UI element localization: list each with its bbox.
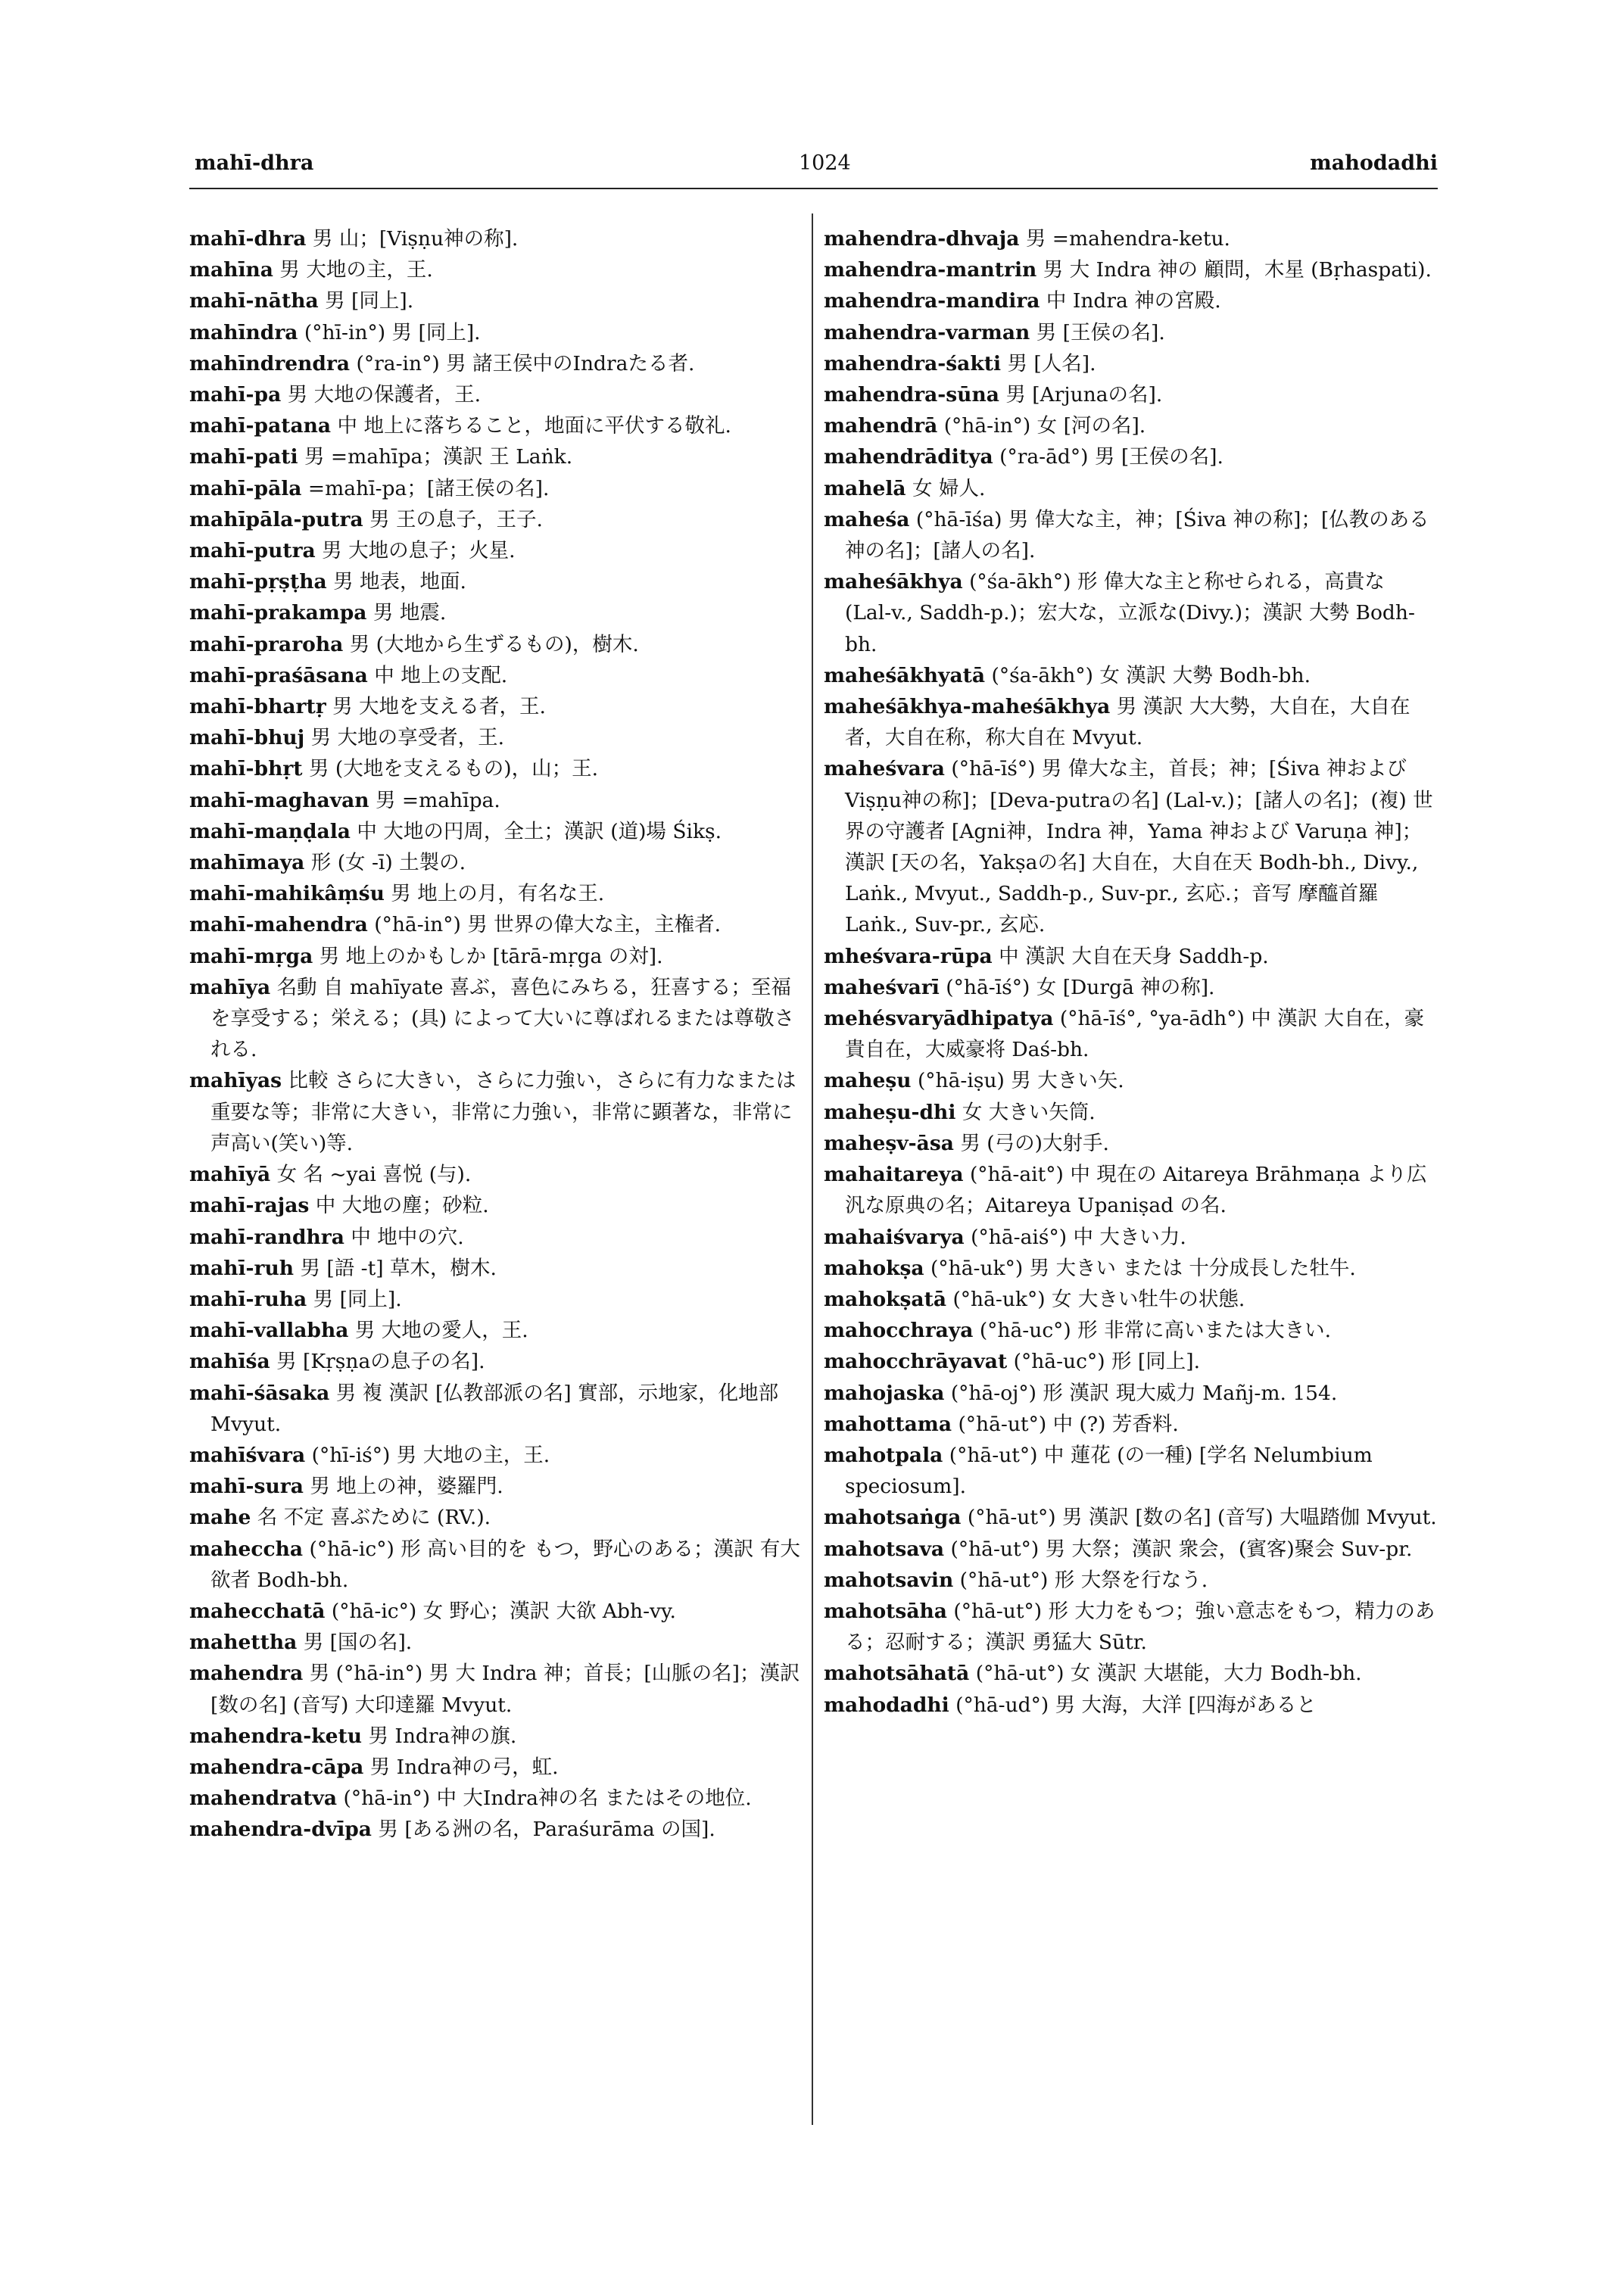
dictionary-entry	[824, 691, 1437, 753]
dictionary-entry	[189, 691, 806, 722]
definition: 男 [Kṛṣṇaの息子の名].	[276, 1350, 485, 1374]
dictionary-entry	[189, 1284, 806, 1315]
header-rule	[189, 188, 1438, 189]
dictionary-entry	[189, 223, 806, 254]
headword: mahocchraya	[824, 1319, 974, 1343]
dictionary-entry	[824, 317, 1437, 348]
headword: mahīndra	[189, 320, 298, 344]
headword: mahotpala	[824, 1443, 943, 1467]
definition: (°hā-īś°) 女 [Durgā 神の称].	[946, 975, 1215, 999]
dictionary-entry	[189, 878, 806, 909]
definition: (°hī-iś°) 男 大地の主，王.	[311, 1443, 550, 1467]
headword: mahī-mṛga	[189, 944, 313, 968]
headword: mahīndrendra	[189, 351, 351, 375]
dictionary-entry	[824, 566, 1437, 660]
definition: (°hā-ut°) 男 大祭；漢訳 衆会，(賓客)聚会 Suv-pr.	[950, 1537, 1413, 1561]
dictionary-entry	[189, 1502, 806, 1533]
dictionary-entry	[824, 1065, 1437, 1096]
definition: 男 (大地から生ずるもの)，樹木.	[349, 632, 639, 656]
definition: 男 [Arjunaの名].	[1005, 383, 1163, 407]
dictionary-entry	[189, 1752, 806, 1783]
dictionary-entry	[824, 1658, 1437, 1689]
dictionary-entry	[824, 379, 1437, 410]
dictionary-entry	[824, 660, 1437, 691]
definition: 男 =mahīpa.	[376, 788, 500, 812]
headword: mahī-pṛṣṭha	[189, 570, 327, 594]
definition: (°hā-īś°, °ya-ādh°) 中 漢訳 大自在，豪貴自在，大威豪将 Daś-bh.	[845, 1007, 1425, 1062]
headword: mahī-sura	[189, 1475, 304, 1499]
dictionary-entry	[189, 1440, 806, 1471]
dictionary-entry	[189, 1596, 806, 1627]
definition: (°hā-oj°) 形 漢訳 現大威力 Mañj-m. 154.	[950, 1381, 1338, 1405]
definition: 男 王の息子，王子.	[369, 507, 543, 531]
headword: mahettha	[189, 1631, 298, 1655]
headword: mahī-ruh	[189, 1256, 295, 1280]
headword: maheśa	[824, 507, 910, 531]
definition: 男 大地の保護者，王.	[287, 383, 482, 407]
headword: mahocchrāyavat	[824, 1350, 1008, 1374]
definition: 男 (弓の)大射手.	[960, 1131, 1109, 1155]
dictionary-entry	[189, 1721, 806, 1752]
headword: mahokṣa	[824, 1256, 924, 1280]
dictionary-entry	[189, 285, 806, 316]
definition: 男 地上のかもしか [tārā-mṛga の対].	[319, 944, 663, 968]
headword: maheccha	[189, 1537, 304, 1561]
definition: 男 Indra神の旗.	[368, 1724, 517, 1748]
definition: 男 地上の神，婆羅門.	[310, 1475, 503, 1499]
dictionary-entry	[824, 1159, 1437, 1221]
dictionary-entry	[189, 348, 806, 379]
dictionary-entry	[189, 941, 806, 972]
dictionary-entry	[189, 441, 806, 472]
definition: (°hā-ait°) 中 現在の Aitareya Brāhmaṇa より広汎な原典の名；Aitareya Upaniṣad の名.	[845, 1163, 1427, 1218]
headword: mahotsava	[824, 1537, 945, 1561]
dictionary-entry	[824, 254, 1437, 285]
definition: (°hā-ut°) 形 大力をもつ；強い意志をもつ，精力のある；忍耐する；漢訳 勇猛大 Sūtr.	[845, 1599, 1435, 1655]
definition: (°hā-ut°) 中 (?) 芳香料.	[958, 1412, 1179, 1436]
definition: 男 大地の享受者，王.	[310, 726, 504, 750]
definition: 比較 さらに大きい，さらに力強い，さらに有力なまたは重要な等；非常に大きい，非常に力強い，非常に顕著な，非常に声高い(笑い)等.	[210, 1069, 796, 1155]
headword: mehésvaryādhipatya	[824, 1007, 1054, 1031]
headword: mahendra-cāpa	[189, 1755, 364, 1779]
dictionary-entry	[189, 753, 806, 784]
definition: 名動 自 mahīyate 喜ぶ，喜色にみちる，狂喜する；至福を享受する；栄える；(具) によって大いに尊ばれるまたは尊敬される.	[210, 975, 795, 1062]
headword: maheṣu-dhi	[824, 1100, 956, 1124]
definition: 男 大地の息子；火星.	[322, 539, 516, 563]
definition: 男 [同上].	[325, 289, 414, 313]
headword: mahī-randhra	[189, 1225, 344, 1249]
definition: 男 Indra神の弓，虹.	[369, 1755, 559, 1779]
headword: mahī-putra	[189, 539, 316, 563]
definition: (°hī-in°) 男 [同上].	[304, 320, 481, 344]
definition: 中 大地の塵；砂粒.	[315, 1194, 489, 1218]
page-number: 1024	[799, 151, 851, 175]
headword: mahīśa	[189, 1350, 270, 1374]
dictionary-entry	[189, 1065, 806, 1159]
headword: mahotsavin	[824, 1568, 954, 1592]
dictionary-entry	[824, 1502, 1437, 1533]
dictionary-entry	[189, 504, 806, 535]
dictionary-entry	[824, 1378, 1437, 1409]
definition: =mahī-pa；[諸王侯の名].	[307, 476, 550, 500]
definition: (°hā-ut°) 男 漢訳 [数の名] (音写) 大嗢踏伽 Mvyut.	[967, 1506, 1437, 1530]
headword: mahendra-dvīpa	[189, 1818, 372, 1842]
dictionary-entry	[189, 909, 806, 940]
headword: mahīmaya	[189, 851, 305, 875]
headword: maheśākhya	[824, 570, 963, 594]
definition: 中 地中の穴.	[351, 1225, 464, 1249]
dictionary-entry	[189, 1315, 806, 1346]
definition: 中 大地の円周，全土；漢訳 (道)場 Śikṣ.	[357, 819, 722, 843]
headword: mahīya	[189, 975, 271, 999]
definition: 男 複 漢訳 [仏教部派の名] 實部，示地家，化地部 Mvyut.	[210, 1381, 779, 1436]
headword: mahī-dhra	[189, 227, 307, 251]
definition: 男 大 Indra 神の 顧問，木星 (Bṛhaspati).	[1043, 258, 1432, 282]
headword: mahī-maṇḍala	[189, 819, 351, 843]
definition: 男 地表，地面.	[333, 570, 466, 594]
definition: (°hā-uk°) 女 大きい牡牛の状態.	[952, 1287, 1245, 1311]
headword: mahottama	[824, 1412, 952, 1436]
definition: 女 婦人.	[912, 476, 986, 500]
headword: mahendra-ketu	[189, 1724, 362, 1748]
definition: 男 [ある洲の名，Paraśurāma の国].	[378, 1818, 715, 1842]
dictionary-entry	[824, 473, 1437, 504]
headword: mahī-pāla	[189, 476, 302, 500]
definition: (°hā-uc°) 形 [同上].	[1013, 1350, 1200, 1374]
dictionary-entry	[189, 847, 806, 878]
headword: mahī-patana	[189, 414, 332, 438]
dictionary-entry	[824, 972, 1437, 1003]
headword: mahendra-dhvaja	[824, 227, 1020, 251]
headword: mahī-mahendra	[189, 913, 368, 937]
headword: mahecchatā	[189, 1599, 326, 1623]
definition: (°hā-aiś°) 中 大きい力.	[971, 1225, 1186, 1249]
dictionary-entry	[189, 597, 806, 628]
definition: (°hā-ic°) 形 高い目的を もつ，野心のある；漢訳 有大欲者 Bodh-bh.	[210, 1537, 800, 1592]
dictionary-entry	[189, 1783, 806, 1814]
definition: (°hā-in°) 男 世界の偉大な主，主権者.	[374, 913, 722, 937]
headword: mahendra	[189, 1662, 304, 1686]
headword: mahendrā	[824, 414, 938, 438]
dictionary-entry	[189, 816, 806, 847]
headword: mahīśvara	[189, 1443, 306, 1467]
dictionary-entry	[189, 1627, 806, 1658]
dictionary-entry	[824, 1003, 1437, 1065]
left-column	[189, 223, 806, 1846]
dictionary-entry	[824, 1315, 1437, 1346]
dictionary-entry	[824, 410, 1437, 441]
dictionary-entry	[824, 441, 1437, 472]
definition: (°hā-ud°) 男 大海，大洋 [四海があると	[955, 1693, 1317, 1717]
dictionary-entry	[189, 535, 806, 566]
dictionary-entry	[189, 1378, 806, 1440]
definition: 男 (°hā-in°) 男 大 Indra 神；首長；[山脈の名]；漢訳 [数の名] (音写) 大印達羅 Mvyut.	[210, 1662, 800, 1717]
dictionary-entry	[824, 1346, 1437, 1377]
dictionary-entry	[824, 348, 1437, 379]
definition: (°śa-ākh°) 女 漢訳 大勢 Bodh-bh.	[991, 663, 1311, 687]
dictionary-entry	[189, 317, 806, 348]
dictionary-entry	[189, 1346, 806, 1377]
headword: mahī-maghavan	[189, 788, 369, 812]
definition: 男 大地の愛人，王.	[354, 1319, 528, 1343]
dictionary-entry	[824, 1565, 1437, 1596]
headword: mahendra-mandira	[824, 289, 1040, 313]
definition: (°hā-ut°) 中 蓮花 (の一種) [学名 Nelumbium speciosum].	[845, 1443, 1373, 1499]
headword: maheśākhyatā	[824, 663, 986, 687]
running-head-left: mahī-dhra	[195, 151, 314, 175]
headword: mahokṣatā	[824, 1287, 947, 1311]
definition: (°hā-in°) 女 [河の名].	[943, 414, 1146, 438]
definition: 男 大地の主，王.	[279, 258, 433, 282]
definition: (°hā-in°) 中 大Indra神の名 またはその地位.	[343, 1787, 752, 1811]
dictionary-entry	[824, 1284, 1437, 1315]
headword: mahī-pa	[189, 383, 282, 407]
headword: mahelā	[824, 476, 906, 500]
definition: (°hā-uc°) 形 非常に高いまたは大きい.	[979, 1319, 1332, 1343]
headword: mahaiśvarya	[824, 1225, 965, 1249]
definition: 中 漢訳 大自在天身 Saddh-p.	[999, 944, 1269, 968]
dictionary-entry	[189, 1658, 806, 1720]
definition: (°hā-uk°) 男 大きい または 十分成長した牡牛.	[930, 1256, 1356, 1280]
dictionary-entry	[189, 722, 806, 753]
definition: (°śa-ākh°) 形 偉大な主と称せられる，高貴な (Lal-v., Saddh-p.)；宏大な，立派な(Divy.)；漢訳 大勢 Bodh-bh.	[845, 570, 1415, 656]
definition: (°hā-īśa) 男 偉大な主，神；[Śiva 神の称]；[仏教のある神の名]；[諸人の名].	[845, 507, 1429, 563]
headword: mahendra-śakti	[824, 351, 1002, 375]
headword: mahīpāla-putra	[189, 507, 363, 531]
definition: (°ra-ād°) 男 [王侯の名].	[999, 445, 1223, 469]
definition: 形 (女 -ī) 土製の.	[310, 851, 466, 875]
dictionary-entry	[189, 1222, 806, 1253]
definition: 男 [同上].	[313, 1287, 402, 1311]
definition: 男 (大地を支えるもの)，山；王.	[308, 757, 599, 781]
headword: mahotsāhatā	[824, 1662, 970, 1686]
column-divider	[812, 213, 813, 2125]
right-column	[824, 223, 1437, 1721]
dictionary-entry	[189, 379, 806, 410]
definition: 男 =mahendra-ketu.	[1025, 227, 1230, 251]
dictionary-entry	[824, 223, 1437, 254]
dictionary-entry	[189, 660, 806, 691]
headword: mahīyas	[189, 1069, 282, 1093]
dictionary-entry	[189, 566, 806, 597]
definition: 男 [王侯の名].	[1036, 320, 1165, 344]
headword: mahendra-mantrin	[824, 258, 1037, 282]
headword: mahī-praśāsana	[189, 663, 368, 687]
headword: mahī-prakampa	[189, 601, 367, 625]
headword: mahī-rajas	[189, 1194, 310, 1218]
definition: 男 [語 -t] 草木，樹木.	[300, 1256, 497, 1280]
definition: 男 [国の名].	[303, 1631, 413, 1655]
headword: mahendratva	[189, 1787, 338, 1811]
definition: 中 Indra 神の宮殿.	[1046, 289, 1221, 313]
headword: mahotsāha	[824, 1599, 947, 1623]
dictionary-entry	[824, 1440, 1437, 1502]
definition: 男 地震.	[372, 601, 447, 625]
headword: mahotsaṅga	[824, 1506, 962, 1530]
dictionary-entry	[189, 473, 806, 504]
definition: 女 名 ~yai 喜悦 (与).	[276, 1163, 472, 1187]
dictionary-entry	[189, 1253, 806, 1284]
headword: mahīyā	[189, 1163, 271, 1187]
definition: 男 山；[Viṣṇu神の称].	[312, 227, 519, 251]
definition: 男 [人名].	[1007, 351, 1096, 375]
headword: mahendra-sūna	[824, 383, 999, 407]
dictionary-entry	[824, 753, 1437, 940]
headword: mahī-vallabha	[189, 1319, 349, 1343]
definition: (°hā-īś°) 男 偉大な主，首長；神；[Śiva 神および Viṣṇu神の称]；[Deva-putraの名] (Lal-v.)；[諸人の名]；(複) 世界の守護者 [Agni神，Indra 神，Yama 神および Varuṇa 神]；漢訳 [天の名，Yakṣaの名] 大自在，大自在天 Bodh-bh., Divy., Laṅk., Mvyut., Saddh-p., Suv-pr., 玄応.；音写 摩醯首羅 Laṅk., Suv-pr., 玄応.	[845, 757, 1433, 937]
definition: 中 地上の支配.	[374, 663, 508, 687]
headword: mahojaska	[824, 1381, 945, 1405]
definition: 男 漢訳 大大勢，大自在，大自在者，大自在称，称大自在 Mvyut.	[845, 695, 1410, 750]
definition: 名 不定 喜ぶために (RV.).	[257, 1506, 491, 1530]
headword: maheṣv-āsa	[824, 1131, 954, 1155]
definition: 女 大きい矢筒.	[962, 1100, 1096, 1124]
definition: (°hā-ut°) 女 漢訳 大堪能，大力 Bodh-bh.	[975, 1662, 1362, 1686]
headword: mahodadhi	[824, 1693, 949, 1717]
dictionary-entry	[824, 1690, 1437, 1721]
dictionary-entry	[189, 254, 806, 285]
dictionary-entry	[824, 285, 1437, 316]
dictionary-entry	[824, 504, 1437, 566]
dictionary-entry	[824, 1534, 1437, 1565]
definition: (°ra-in°) 男 諸王侯中のIndraたる者.	[356, 351, 695, 375]
dictionary-entry	[824, 1097, 1437, 1128]
dictionary-entry	[189, 972, 806, 1066]
dictionary-entry	[189, 1159, 806, 1190]
headword: maheśvarī	[824, 975, 940, 999]
dictionary-entry	[824, 1253, 1437, 1284]
dictionary-entry	[189, 1814, 806, 1845]
definition: (°hā-iṣu) 男 大きい矢.	[917, 1069, 1124, 1093]
definition: 男 大地を支える者，王.	[332, 695, 546, 719]
headword: maheśvara	[824, 757, 945, 781]
dictionary-entry	[189, 1534, 806, 1596]
dictionary-entry	[189, 1190, 806, 1221]
headword: mahī-śāsaka	[189, 1381, 330, 1405]
headword: maheṣu	[824, 1069, 912, 1093]
dictionary-entry	[189, 410, 806, 441]
dictionary-entry	[824, 1596, 1437, 1658]
headword: mahī-pati	[189, 445, 298, 469]
dictionary-entry	[189, 1471, 806, 1502]
definition: 男 地上の月，有名な王.	[391, 882, 605, 906]
headword: mahendra-varman	[824, 320, 1030, 344]
headword: mahīna	[189, 258, 273, 282]
headword: mahaitareya	[824, 1163, 964, 1187]
headword: mahī-mahikâṃśu	[189, 882, 385, 906]
headword: mahī-bhuj	[189, 726, 305, 750]
dictionary-entry	[824, 941, 1437, 972]
headword: mahendrāditya	[824, 445, 993, 469]
headword: mahī-nātha	[189, 289, 319, 313]
headword: mheśvara-rūpa	[824, 944, 993, 968]
dictionary-entry	[189, 629, 806, 660]
headword: maheśākhya-maheśākhya	[824, 695, 1111, 719]
headword: mahī-ruha	[189, 1287, 307, 1311]
definition: 男 =mahīpa；漢訳 王 Laṅk.	[304, 445, 573, 469]
definition: (°hā-ut°) 形 大祭を行なう.	[959, 1568, 1208, 1592]
headword: mahe	[189, 1506, 251, 1530]
headword: mahī-praroha	[189, 632, 344, 656]
dictionary-entry	[824, 1128, 1437, 1159]
dictionary-entry	[824, 1222, 1437, 1253]
headword: mahī-bhartṛ	[189, 695, 326, 719]
headword: mahī-bhṛt	[189, 757, 303, 781]
definition: 中 地上に落ちること，地面に平伏する敬礼.	[337, 414, 731, 438]
running-head-right: mahodadhi	[1310, 151, 1438, 175]
dictionary-entry	[189, 785, 806, 816]
definition: (°hā-ic°) 女 野心；漢訳 大欲 Abh-vy.	[331, 1599, 676, 1623]
dictionary-entry	[824, 1409, 1437, 1440]
